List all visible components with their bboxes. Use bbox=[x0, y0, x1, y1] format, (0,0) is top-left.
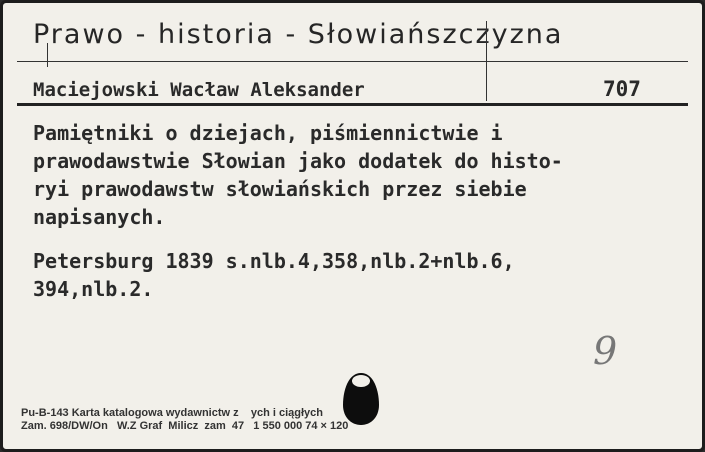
title-text: Pamiętniki o dziejach, piśmiennictwie i prawodawstwie Słowian jako dodatek do histo- ryi prawodawstw słowiańskich przez siebie napisanych. bbox=[33, 121, 563, 229]
publication-details: Petersburg 1839 s.nlb.4,358,nlb.2+nlb.6, 394,nlb.2. bbox=[33, 249, 515, 301]
handwritten-mark: 9 bbox=[593, 329, 618, 373]
card-footer: Pu-B-143 Karta katalogowa wydawnictw z ych i ciągłych Zam. 698/DW/On W.Z Graf Milicz zam 47 1 550 000 74 × 120 bbox=[21, 407, 349, 432]
author-name: Maciejowski Wacław Aleksander bbox=[33, 79, 365, 101]
heading-divider-left bbox=[47, 43, 48, 67]
punch-hole-icon bbox=[341, 371, 381, 427]
subject-heading: Prawo - historia - Słowiańszczyzna bbox=[33, 19, 564, 50]
author-rule bbox=[17, 103, 688, 106]
catalog-number: 707 bbox=[603, 77, 641, 101]
heading-rule bbox=[17, 61, 688, 62]
number-divider bbox=[486, 21, 487, 101]
